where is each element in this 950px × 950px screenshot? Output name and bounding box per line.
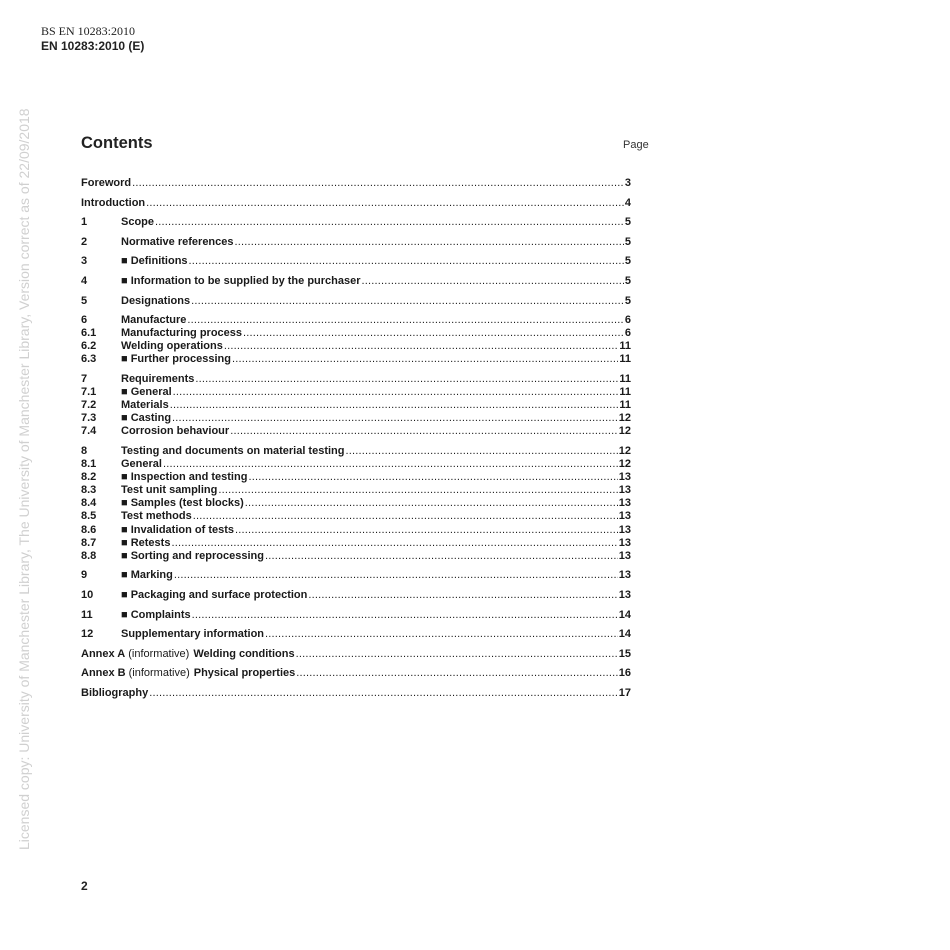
toc-entry[interactable]	[81, 458, 631, 471]
toc-dot-leader	[308, 589, 617, 602]
toc-dot-leader	[224, 340, 619, 353]
toc-entry-title: Physical properties	[193, 667, 296, 680]
toc-entry-title: Bibliography	[81, 686, 149, 699]
toc-entry[interactable]	[81, 524, 631, 537]
toc-entry[interactable]	[81, 255, 631, 268]
toc-dot-leader	[243, 327, 624, 340]
toc-dot-leader	[193, 510, 618, 523]
toc-entry-number: 8	[81, 445, 88, 457]
toc-group	[81, 177, 631, 190]
toc-entry-title: Corrosion behaviour	[121, 425, 230, 438]
toc-entry-page: 13	[618, 484, 631, 497]
toc-dot-leader	[362, 275, 624, 288]
toc-entry[interactable]	[81, 340, 631, 353]
toc-dot-leader	[174, 569, 618, 582]
toc-entry-number: 3	[81, 255, 88, 268]
toc-entry-title: Test unit sampling	[121, 484, 218, 497]
toc-entry-title: Foreword	[81, 177, 132, 189]
toc-entry-page: 14	[618, 608, 631, 621]
toc-dot-leader	[296, 648, 618, 661]
toc-group	[81, 687, 631, 700]
toc-entry-title: ■ Marking	[121, 569, 173, 582]
toc-dot-leader	[192, 609, 618, 622]
toc-entry-number: 7	[81, 373, 88, 386]
toc-entry[interactable]	[81, 687, 631, 700]
toc-entry[interactable]	[81, 197, 631, 210]
toc-dot-leader	[265, 550, 618, 563]
toc-group	[81, 275, 631, 288]
toc-entry-title: ■ Retests	[121, 536, 171, 549]
toc-dot-leader	[187, 314, 623, 327]
toc-dot-leader	[172, 412, 618, 425]
toc-dot-leader	[230, 425, 618, 438]
toc-entry-number: 12	[81, 628, 94, 641]
toc-entry[interactable]	[81, 510, 631, 523]
toc-entry-page: 17	[618, 686, 631, 699]
toc-entry-title: Materials	[121, 399, 169, 412]
toc-entry-page: 12	[618, 425, 631, 438]
toc-entry-page: 13	[618, 510, 631, 523]
toc-dot-leader	[296, 667, 618, 680]
toc-entry-number: 9	[81, 569, 88, 582]
toc-entry-title: ■ Complaints	[121, 608, 191, 621]
toc-entry[interactable]	[81, 497, 631, 510]
toc-entry-page: 11	[619, 353, 631, 366]
toc-entry[interactable]	[81, 373, 631, 386]
toc-group	[81, 648, 631, 661]
toc-entry[interactable]	[81, 484, 631, 497]
page-number: 2	[81, 879, 88, 893]
toc-entry-annex-label: Annex A	[81, 647, 126, 660]
toc-entry-number: 8.6	[81, 523, 97, 536]
toc-entry-page: 5	[624, 235, 631, 248]
toc-entry-title: ■ Information to be supplied by the purchaser	[121, 274, 361, 287]
toc-entry-page: 13	[618, 471, 631, 484]
toc-entry[interactable]	[81, 537, 631, 550]
toc-entry[interactable]	[81, 609, 631, 622]
toc-group	[81, 255, 631, 268]
toc-entry-page: 11	[619, 386, 631, 399]
toc-entry-title: ■ Packaging and surface protection	[121, 588, 308, 601]
toc-entry-page: 5	[624, 274, 631, 287]
toc-entry-page: 16	[618, 667, 631, 680]
toc-entry-number: 1	[81, 216, 88, 229]
toc-group	[81, 628, 631, 641]
toc-dot-leader	[195, 373, 618, 386]
toc-entry-page: 15	[618, 647, 631, 660]
page-title: Contents	[81, 134, 153, 152]
toc-entry-number: 4	[81, 274, 88, 287]
toc-dot-leader	[171, 537, 617, 550]
page-column-label: Page	[623, 139, 649, 151]
toc-group	[81, 295, 631, 308]
toc-entry-page: 13	[618, 536, 631, 549]
toc-entry-title: ■ Further processing	[121, 353, 231, 366]
toc-group	[81, 667, 631, 680]
toc-entry[interactable]	[81, 569, 631, 582]
license-watermark: Licensed copy: University of Manchester Library, The University of Manchester Library, Version correct as of 22/09/2018	[16, 108, 32, 850]
toc-entry-page: 5	[624, 216, 631, 229]
toc-entry-number: 8.5	[81, 510, 97, 523]
toc-dot-leader	[170, 399, 619, 412]
toc-entry-number: 7.2	[81, 399, 97, 412]
toc-entry-page: 11	[619, 399, 631, 412]
toc-entry[interactable]	[81, 275, 631, 288]
toc-dot-leader	[232, 353, 618, 366]
toc-entry-title: Requirements	[121, 373, 195, 386]
toc-entry-title: Testing and documents on material testing	[121, 445, 345, 457]
toc-dot-leader	[346, 445, 618, 458]
toc-entry-number: 11	[81, 608, 93, 621]
toc-entry-title: Test methods	[121, 510, 192, 523]
toc-entry[interactable]	[81, 327, 631, 340]
toc-entry-number: 8.4	[81, 497, 97, 510]
toc-dot-leader	[163, 458, 618, 471]
toc-entry[interactable]	[81, 177, 631, 190]
toc-entry-number: 6.3	[81, 353, 97, 366]
toc-dot-leader	[155, 216, 624, 229]
toc-entry-number: 5	[81, 294, 88, 307]
toc-group	[81, 216, 631, 229]
toc-entry[interactable]	[81, 353, 631, 366]
toc-entry[interactable]	[81, 425, 631, 438]
toc-entry-title: Scope	[121, 216, 155, 229]
toc-entry-number: 6	[81, 314, 88, 327]
toc-entry-page: 14	[618, 628, 631, 641]
toc-entry-title: General	[121, 458, 162, 471]
toc-entry-title: ■ Definitions	[121, 255, 188, 268]
document-code-serif: BS EN 10283:2010	[41, 24, 136, 38]
document-code-bold: EN 10283:2010 (E)	[41, 39, 145, 53]
toc-entry-number: 8.7	[81, 536, 97, 549]
toc-group	[81, 197, 631, 210]
toc-entry[interactable]	[81, 471, 631, 484]
toc-dot-leader	[248, 471, 617, 484]
toc-entry-number: 7.3	[81, 412, 97, 425]
toc-entry[interactable]	[81, 589, 631, 602]
toc-entry-title: Manufacturing process	[121, 327, 243, 340]
toc-entry-number: 8.2	[81, 471, 97, 484]
toc-entry-title: ■ Samples (test blocks)	[121, 497, 244, 510]
toc-entry[interactable]	[81, 550, 631, 563]
toc-dot-leader	[218, 484, 617, 497]
toc-group	[81, 445, 631, 563]
toc-entry[interactable]	[81, 412, 631, 425]
toc-entry[interactable]	[81, 399, 631, 412]
toc-dot-leader	[235, 524, 618, 537]
toc-entry-page: 12	[618, 458, 631, 471]
toc-entry-title: Introduction	[81, 196, 146, 209]
toc-entry-number: 8.8	[81, 549, 97, 562]
toc-dot-leader	[132, 177, 624, 190]
toc-entry-page: 4	[624, 196, 631, 209]
toc-entry-annex-type: (informative)	[128, 667, 190, 680]
toc-entry[interactable]	[81, 236, 631, 249]
toc-entry[interactable]	[81, 667, 631, 680]
toc-entry-title: Welding operations	[121, 340, 223, 353]
toc-entry[interactable]	[81, 648, 631, 661]
toc-entry-title: Normative references	[121, 235, 234, 248]
toc-entry-page: 13	[618, 588, 631, 601]
table-of-contents	[81, 177, 631, 707]
toc-dot-leader	[173, 386, 619, 399]
toc-entry-page: 6	[624, 314, 631, 327]
toc-entry-title: Supplementary information	[121, 628, 265, 641]
toc-dot-leader	[146, 197, 624, 210]
toc-entry-page: 13	[618, 549, 631, 562]
toc-entry-page: 11	[619, 373, 631, 386]
toc-group	[81, 589, 631, 602]
toc-entry[interactable]	[81, 628, 631, 641]
toc-entry-title: ■ Invalidation of tests	[121, 523, 234, 536]
toc-entry-annex-label: Annex B	[81, 667, 126, 680]
toc-entry-page: 6	[624, 327, 631, 340]
toc-entry-title: Designations	[121, 294, 191, 307]
toc-entry-page: 12	[618, 445, 631, 457]
toc-entry-title: Manufacture	[121, 314, 187, 327]
toc-entry-number: 7.4	[81, 425, 97, 438]
toc-group	[81, 373, 631, 438]
toc-entry-page: 12	[618, 412, 631, 425]
toc-entry[interactable]	[81, 216, 631, 229]
toc-entry[interactable]	[81, 445, 631, 458]
toc-entry-annex-type: (informative)	[128, 647, 190, 660]
toc-entry-title: ■ Inspection and testing	[121, 471, 248, 484]
toc-entry-number: 6.2	[81, 340, 97, 353]
toc-entry-title: Welding conditions	[193, 647, 295, 660]
toc-dot-leader	[191, 295, 624, 308]
toc-entry-number: 2	[81, 235, 88, 248]
toc-entry-number: 7.1	[81, 386, 97, 399]
toc-entry-page: 5	[624, 294, 631, 307]
toc-entry-page: 11	[619, 340, 631, 353]
toc-dot-leader	[149, 687, 618, 700]
toc-group	[81, 236, 631, 249]
toc-entry-page: 13	[618, 523, 631, 536]
toc-entry-page: 5	[624, 255, 631, 268]
toc-entry-page: 13	[618, 569, 631, 582]
toc-entry[interactable]	[81, 386, 631, 399]
toc-dot-leader	[189, 255, 624, 268]
toc-group	[81, 609, 631, 622]
toc-entry-title: ■ Casting	[121, 412, 172, 425]
toc-entry-title: ■ General	[121, 386, 172, 399]
toc-dot-leader	[235, 236, 624, 249]
toc-entry-number: 6.1	[81, 327, 97, 340]
toc-entry[interactable]	[81, 295, 631, 308]
toc-dot-leader	[265, 628, 618, 641]
toc-group	[81, 569, 631, 582]
toc-dot-leader	[245, 497, 618, 510]
toc-entry-number: 8.1	[81, 458, 97, 471]
toc-entry-title: ■ Sorting and reprocessing	[121, 549, 264, 562]
toc-entry-number: 8.3	[81, 484, 97, 497]
toc-entry-page: 3	[624, 177, 631, 189]
toc-entry[interactable]	[81, 314, 631, 327]
toc-entry-page: 13	[618, 497, 631, 510]
toc-entry-number: 10	[81, 588, 94, 601]
toc-group	[81, 314, 631, 366]
